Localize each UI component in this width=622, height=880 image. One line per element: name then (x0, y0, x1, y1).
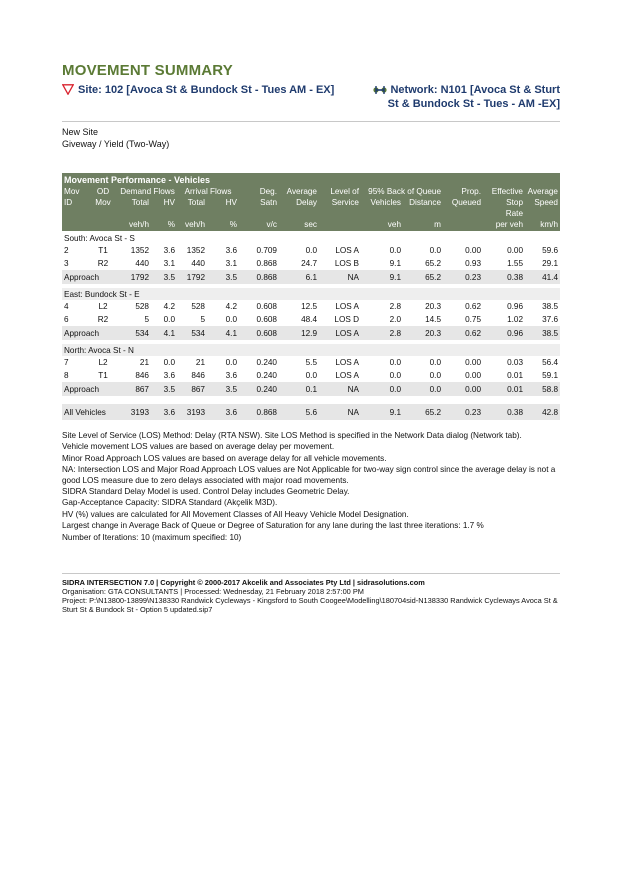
network-label: Network: N101 [Avoca St & Sturt St & Bundock St - Tues - AM -EX] (387, 84, 560, 110)
site-label: Site: 102 [Avoca St & Bundock St - Tues AM - EX] (78, 84, 335, 96)
cell: 0.0 (429, 246, 441, 255)
note: SIDRA Standard Delay Model is used. Control Delay includes Geometric Delay. (62, 487, 350, 497)
cell: NA (319, 382, 361, 396)
cell: 0.868 (239, 270, 279, 284)
cell: 3.6 (207, 404, 239, 420)
cell: 0.1 (279, 382, 319, 396)
cell: 0.0 (361, 382, 403, 396)
control-type: Giveway / Yield (Two-Way) (62, 139, 170, 149)
cell: 0.96 (483, 326, 525, 340)
cell: 0.0 (163, 358, 175, 367)
cell: 0.0 (389, 371, 401, 380)
note: Number of Iterations: 10 (maximum specified: 10) (62, 532, 242, 542)
cell: 8 (64, 371, 69, 380)
cell: 0.709 (256, 246, 277, 255)
cell: All Vehicles (62, 404, 118, 420)
cell: 20.3 (425, 302, 441, 311)
col-head: ID (62, 197, 88, 208)
cell: 1352 (130, 246, 149, 255)
unit-label: % (207, 219, 239, 232)
unit-label: veh/h (118, 219, 151, 232)
approach-total-row (62, 270, 560, 284)
cell: 65.2 (403, 404, 443, 420)
note: Minor Road Approach LOS values are based on average delay for all vehicle movements. (62, 453, 387, 463)
cell: 0.0 (389, 246, 401, 255)
cell: 0.0 (163, 315, 175, 324)
cell: 0.0 (403, 382, 443, 396)
table-title: Movement Performance - Vehicles (62, 173, 560, 186)
col-head: Distance (403, 197, 443, 208)
cell: 0.240 (256, 371, 277, 380)
cell: LOS A (335, 358, 359, 367)
cell: 0.38 (483, 404, 525, 420)
cell: 0.75 (465, 315, 481, 324)
cell: Approach (62, 382, 118, 396)
cell: 0.62 (465, 302, 481, 311)
unit-label: per veh (483, 219, 525, 232)
col-head: HV (207, 197, 239, 208)
unit-label: % (151, 219, 177, 232)
cell: 0.0 (429, 358, 441, 367)
cell: 0.0 (429, 371, 441, 380)
cell: 3193 (118, 404, 151, 420)
cell: 0.23 (443, 404, 483, 420)
header-units-row (62, 219, 560, 232)
cell: 3193 (177, 404, 207, 420)
cell: 5 (200, 315, 205, 324)
col-head: Demand Flows (118, 186, 177, 197)
cell: LOS D (334, 315, 359, 324)
cell: 846 (135, 371, 149, 380)
cell: 4.1 (151, 326, 177, 340)
approach-total-row (62, 326, 560, 340)
header-divider (62, 121, 560, 122)
table-row (62, 300, 560, 313)
unit-label: km/h (525, 219, 560, 232)
col-head: Effective (483, 186, 525, 197)
cell: 5.5 (305, 358, 317, 367)
cell: 2.0 (389, 315, 401, 324)
cell: R2 (97, 315, 109, 324)
cell: Approach (62, 326, 118, 340)
site-info (62, 126, 169, 150)
col-head: Queued (443, 197, 483, 208)
cell: 9.1 (389, 259, 401, 268)
cell: 0.03 (507, 358, 523, 367)
cell: 59.6 (542, 246, 558, 255)
col-head: Mov (62, 186, 88, 197)
cell: 1792 (177, 270, 207, 284)
cell: L2 (98, 358, 108, 367)
cell: 0.240 (256, 358, 277, 367)
cell: 0.01 (483, 382, 525, 396)
cell: 3.1 (163, 259, 175, 268)
note: Gap-Acceptance Capacity: SIDRA Standard (Akçelik M3D). (62, 498, 278, 508)
cell: 3.6 (163, 246, 175, 255)
footer (62, 578, 562, 614)
col-head: 95% Back of Queue (361, 186, 443, 197)
col-head: Rate (483, 208, 525, 219)
col-head: Satn (239, 197, 279, 208)
cell: 12.5 (301, 302, 317, 311)
cell: 29.1 (542, 259, 558, 268)
col-head: OD (88, 186, 118, 197)
cell: 7 (64, 358, 69, 367)
cell: 2.8 (361, 326, 403, 340)
cell: 4.2 (163, 302, 175, 311)
cell: 14.5 (425, 315, 441, 324)
cell: 9.1 (361, 270, 403, 284)
cell: 528 (135, 302, 149, 311)
cell: 42.8 (525, 404, 560, 420)
table-row (62, 313, 560, 326)
cell: 65.2 (403, 270, 443, 284)
cell: 0.0 (305, 371, 317, 380)
cell: 3.6 (225, 371, 237, 380)
cell: LOS A (335, 246, 359, 255)
cell: 867 (118, 382, 151, 396)
cell: 1.55 (507, 259, 523, 268)
col-head: Mov (88, 197, 118, 208)
unit-label: veh (361, 219, 403, 232)
cell: 2 (64, 246, 69, 255)
cell: LOS A (335, 302, 359, 311)
method-notes (62, 431, 562, 544)
cell: 21 (195, 358, 205, 367)
cell: 0.01 (507, 371, 523, 380)
unit-label: m (403, 219, 443, 232)
col-head: HV (151, 197, 177, 208)
cell: 0.62 (443, 326, 483, 340)
cell: NA (319, 270, 361, 284)
cell: 37.6 (542, 315, 558, 324)
cell: 3.5 (207, 382, 239, 396)
cell: L2 (98, 302, 108, 311)
cell: 20.3 (403, 326, 443, 340)
cell: 3.5 (151, 270, 177, 284)
unit-label: v/c (239, 219, 279, 232)
cell: 0.868 (256, 259, 277, 268)
cell: 48.4 (301, 315, 317, 324)
cell: 4.2 (225, 302, 237, 311)
cell: 440 (191, 259, 205, 268)
cell: 38.5 (542, 302, 558, 311)
cell: 0.0 (389, 358, 401, 367)
cell: 0.00 (465, 358, 481, 367)
footer-organisation: Organisation: GTA CONSULTANTS | Processed: Wednesday, 21 February 2018 2:57:00 PM (62, 587, 364, 596)
cell: 3.6 (225, 246, 237, 255)
cell: 528 (191, 302, 205, 311)
cell: 0.868 (239, 404, 279, 420)
cell: 1352 (186, 246, 205, 255)
cell: 0.0 (225, 315, 237, 324)
cell: 6.1 (279, 270, 319, 284)
movement-performance-table (62, 173, 560, 420)
cell: T1 (98, 246, 108, 255)
cell: 0.608 (256, 302, 277, 311)
col-head: Speed (525, 197, 560, 208)
cell: 3 (64, 259, 69, 268)
header-row-2 (62, 197, 560, 208)
unit-label: sec (279, 219, 319, 232)
cell: 38.5 (525, 326, 560, 340)
note: Site Level of Service (LOS) Method: Delay (RTA NSW). Site LOS Method is specified in the Network Data dialog (Network tab). (62, 431, 522, 440)
approach-total-row (62, 382, 560, 396)
col-head: Service (319, 197, 361, 208)
cell: 21 (139, 358, 149, 367)
site-heading (62, 84, 352, 96)
cell: 5 (144, 315, 149, 324)
cell: Approach (62, 270, 118, 284)
site-status: New Site (62, 127, 99, 137)
header-row-3 (62, 208, 560, 219)
cell: NA (319, 404, 361, 420)
cell: 6 (64, 315, 69, 324)
cell: T1 (98, 371, 108, 380)
page-title: MOVEMENT SUMMARY (62, 62, 233, 79)
header-row-1 (62, 186, 560, 197)
yield-sign-icon (62, 84, 74, 95)
note: Vehicle movement LOS values are based on average delay per movement. (62, 442, 335, 452)
col-head: Total (118, 197, 151, 208)
approach-heading: South: Avoca St - S (64, 233, 135, 243)
cell: 59.1 (542, 371, 558, 380)
approach-heading: North: Avoca St - N (62, 344, 560, 356)
cell: 5.6 (279, 404, 319, 420)
footer-divider (62, 573, 560, 574)
cell: 1.02 (507, 315, 523, 324)
cell: 440 (135, 259, 149, 268)
col-head: Vehicles (361, 197, 403, 208)
cell: 0.0 (305, 246, 317, 255)
cell: 56.4 (542, 358, 558, 367)
cell: 867 (177, 382, 207, 396)
col-head: Level of (319, 186, 361, 197)
table-row (62, 369, 560, 382)
table-row (62, 257, 560, 270)
note: Largest change in Average Back of Queue or Degree of Saturation for any lane during the last three iterations: 1.7 % (62, 521, 484, 531)
cell: 0.00 (465, 246, 481, 255)
unit-label: veh/h (177, 219, 207, 232)
cell: 0.608 (239, 326, 279, 340)
cell: LOS A (335, 371, 359, 380)
cell: 0.93 (465, 259, 481, 268)
cell: 534 (177, 326, 207, 340)
footer-project: Project: P:\N13800-13899\N138330 Randwick Cycleways - Kingsford to South Coogee\Modelling\180704sid-N138330 Randwick Cycleways Avoca St & Sturt St & Bundock St - Option 5 updated.sip7 (62, 596, 558, 614)
cell: 0.00 (465, 371, 481, 380)
col-head: Total (177, 197, 207, 208)
network-heading (360, 83, 560, 111)
cell: 24.7 (301, 259, 317, 268)
approach-heading-row (62, 232, 560, 245)
approach-heading-row (62, 344, 560, 356)
cell: 4 (64, 302, 69, 311)
cell: 3.6 (151, 404, 177, 420)
network-icon (373, 85, 387, 95)
cell: R2 (97, 259, 109, 268)
col-head: Stop (483, 197, 525, 208)
cell: LOS A (319, 326, 361, 340)
col-head: Average (279, 186, 319, 197)
cell: 58.8 (525, 382, 560, 396)
cell: 0.00 (507, 246, 523, 255)
cell: 2.8 (389, 302, 401, 311)
cell: 846 (191, 371, 205, 380)
cell: 0.0 (225, 358, 237, 367)
cell: LOS B (334, 259, 359, 268)
col-head: Average (525, 186, 560, 197)
cell: 0.608 (256, 315, 277, 324)
cell: 1792 (118, 270, 151, 284)
col-head: Arrival Flows (177, 186, 239, 197)
footer-brand: SIDRA INTERSECTION 7.0 | Copyright © 2000-2017 Akcelik and Associates Pty Ltd | sidrasolutions.com (62, 578, 425, 587)
all-vehicles-row (62, 404, 560, 420)
cell: 0.38 (483, 270, 525, 284)
cell: 12.9 (279, 326, 319, 340)
cell: 0.240 (239, 382, 279, 396)
cell: 0.96 (507, 302, 523, 311)
col-head: Deg. (239, 186, 279, 197)
cell: 4.1 (207, 326, 239, 340)
cell: 65.2 (425, 259, 441, 268)
col-head: Delay (279, 197, 319, 208)
note: HV (%) values are calculated for All Movement Classes of All Heavy Vehicle Model Designation. (62, 509, 409, 519)
note: NA: Intersection LOS and Major Road Approach LOS values are Not Applicable for two-way sign control since the average delay is not a good LOS measure due to zero delays associated with major road movements. (62, 465, 556, 485)
cell: 0.00 (443, 382, 483, 396)
table-title-row (62, 173, 560, 186)
approach-heading-row (62, 288, 560, 300)
col-head: Prop. (443, 186, 483, 197)
cell: 3.1 (225, 259, 237, 268)
approach-heading: East: Bundock St - E (62, 288, 560, 300)
cell: 534 (118, 326, 151, 340)
table-row (62, 244, 560, 257)
cell: 3.5 (207, 270, 239, 284)
cell: 3.5 (151, 382, 177, 396)
table-row (62, 356, 560, 369)
cell: 9.1 (361, 404, 403, 420)
cell: 41.4 (525, 270, 560, 284)
cell: 3.6 (163, 371, 175, 380)
cell: 0.23 (443, 270, 483, 284)
